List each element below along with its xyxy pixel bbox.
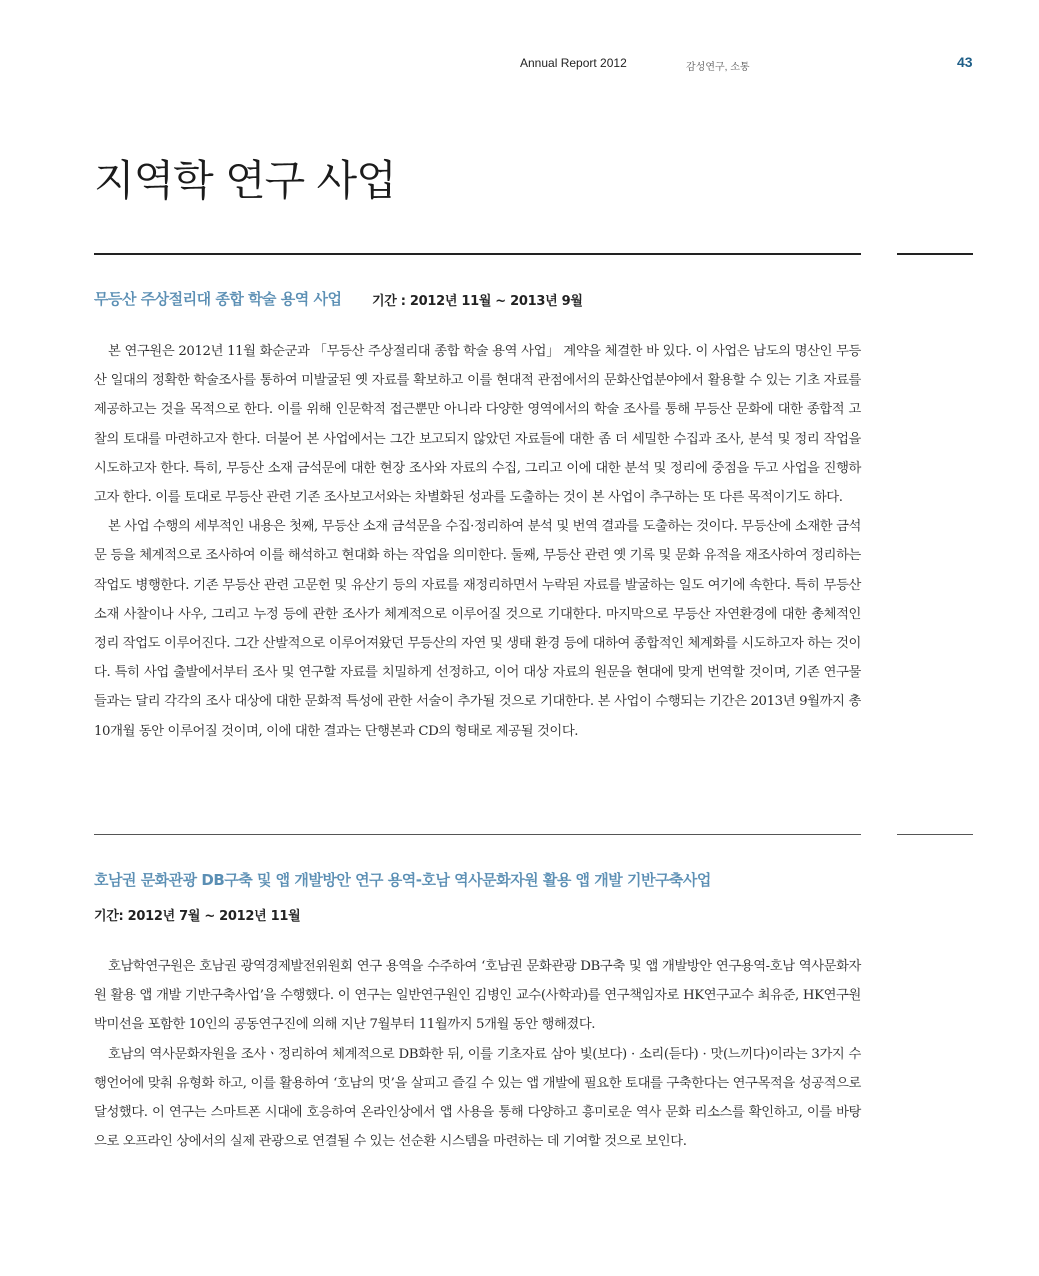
section-period: 기간: 2012년 7월 ~ 2012년 11월 <box>94 909 301 924</box>
side-divider <box>897 253 973 255</box>
section-title: 무등산 주상절리대 종합 학술 용역 사업 <box>94 290 342 308</box>
paragraph: 본 연구원은 2012년 11월 화순군과 「무등산 주상절리대 종합 학술 용역 사업」 계약을 체결한 바 있다. 이 사업은 남도의 명산인 무등산 일대의 정확한 학술조사를 통하여 미발굴된 옛 자료를 확보하고 이를 현대적 관점에서의 문화산업분야에서 활용할 수 있는 기초 자료를 제공하고는 것을 목적으로 한다. 이를 위해 인문학적 접근뿐만 아니라 다양한 영역에서의 학술 조사를 통해 무등산 문화에 대한 종합적 고찰의 토대를 마련하고자 한다. 더불어 본 사업에서는 그간 보고되지 않았던 자료들에 대한 좀 더 세밀한 수집과 조사, 분석 및 정리 작업을 시도하고자 한다. 특히, 무등산 소재 금석문에 대한 현장 조사와 자료의 수집, 그리고 이에 대한 분석 및 정리에 중점을 두고 사업을 진행하고자 한다. 이를 토대로 무등산 관련 기존 조사보고서와는 차별화된 성과를 도출하는 것이 본 사업이 추구하는 또 다른 목적이기도 하다. <box>94 344 861 506</box>
section-divider <box>94 834 861 835</box>
header-section-name: 감성연구, 소통 <box>686 62 750 73</box>
section-period: 기간 : 2012년 11월 ~ 2013년 9월 <box>372 294 583 309</box>
section-title: 호남권 문화관광 DB구축 및 앱 개발방안 연구 용역-호남 역사문화자원 활용 앱 개발 기반구축사업 <box>94 871 711 889</box>
paragraph: 본 사업 수행의 세부적인 내용은 첫째, 무등산 소재 금석문을 수집·정리하여 분석 및 번역 결과를 도출하는 것이다. 무등산에 소재한 금석문 등을 체계적으로 조사하여 이를 해석하고 현대화 하는 작업을 의미한다. 둘째, 무등산 관련 옛 기록 및 문화 유적을 재조사하여 정리하는 작업도 병행한다. 기존 무등산 관련 고문헌 및 유산기 등의 자료를 재정리하면서 누락된 자료를 발굴하는 일도 여기에 속한다. 특히 무등산 소재 사찰이나 사우, 그리고 누정 등에 관한 조사가 체계적으로 이루어질 것으로 기대한다. 마지막으로 무등산 자연환경에 대한 총체적인 정리 작업도 이루어진다. 그간 산발적으로 이루어져왔던 무등산의 자연 및 생태 환경 등에 대하여 종합적인 체계화를 시도하고자 하는 것이다. 특히 사업 출발에서부터 조사 및 연구할 자료를 치밀하게 선정하고, 이어 대상 자료의 원문을 현대에 맞게 번역할 것이며, 기존 연구물들과는 달리 각각의 조사 대상에 대한 문화적 특성에 관한 서술이 추가될 것으로 기대한다. 본 사업이 수행되는 기간은 2013년 9월까지 총 10개월 동안 이루어질 것이며, 이에 대한 결과는 단행본과 CD의 형태로 제공될 것이다. <box>94 519 861 739</box>
section-body <box>94 952 861 1156</box>
page-title: 지역학 연구 사업 <box>94 156 396 205</box>
side-divider <box>897 834 973 835</box>
paragraph: 호남학연구원은 호남권 광역경제발전위원회 연구 용역을 수주하여 ‘호남권 문화관광 DB구축 및 앱 개발방안 연구용역-호남 역사문화자원 활용 앱 개발 기반구축사업’을 수행했다. 이 연구는 일반연구원인 김병인 교수(사학과)를 연구책임자로 HK연구교수 최유준, HK연구원 박미선을 포함한 10인의 공동연구진에 의해 지난 7월부터 11월까지 5개월 동안 행해졌다. <box>94 959 861 1033</box>
paragraph: 호남의 역사문화자원을 조사ㆍ정리하여 체계적으로 DB화한 뒤, 이를 기초자료 삼아 빛(보다) · 소리(듣다) · 맛(느끼다)이라는 3가지 수행언어에 맞춰 유형화 하고, 이를 활용하여 ‘호남의 멋’을 살피고 즐길 수 있는 앱 개발에 필요한 토대를 구축한다는 연구목적을 성공적으로 달성했다. 이 연구는 스마트폰 시대에 호응하여 온라인상에서 앱 사용을 통해 다양하고 흥미로운 역사 문화 리소스를 확인하고, 이를 바탕으로 오프라인 상에서의 실제 관광으로 연결될 수 있는 선순환 시스템을 마련하는 데 기여할 것으로 보인다. <box>94 1046 861 1150</box>
section-divider <box>94 253 861 255</box>
page-number: 43 <box>957 54 973 70</box>
section-body <box>94 337 861 746</box>
header-report-title: Annual Report 2012 <box>520 56 627 70</box>
